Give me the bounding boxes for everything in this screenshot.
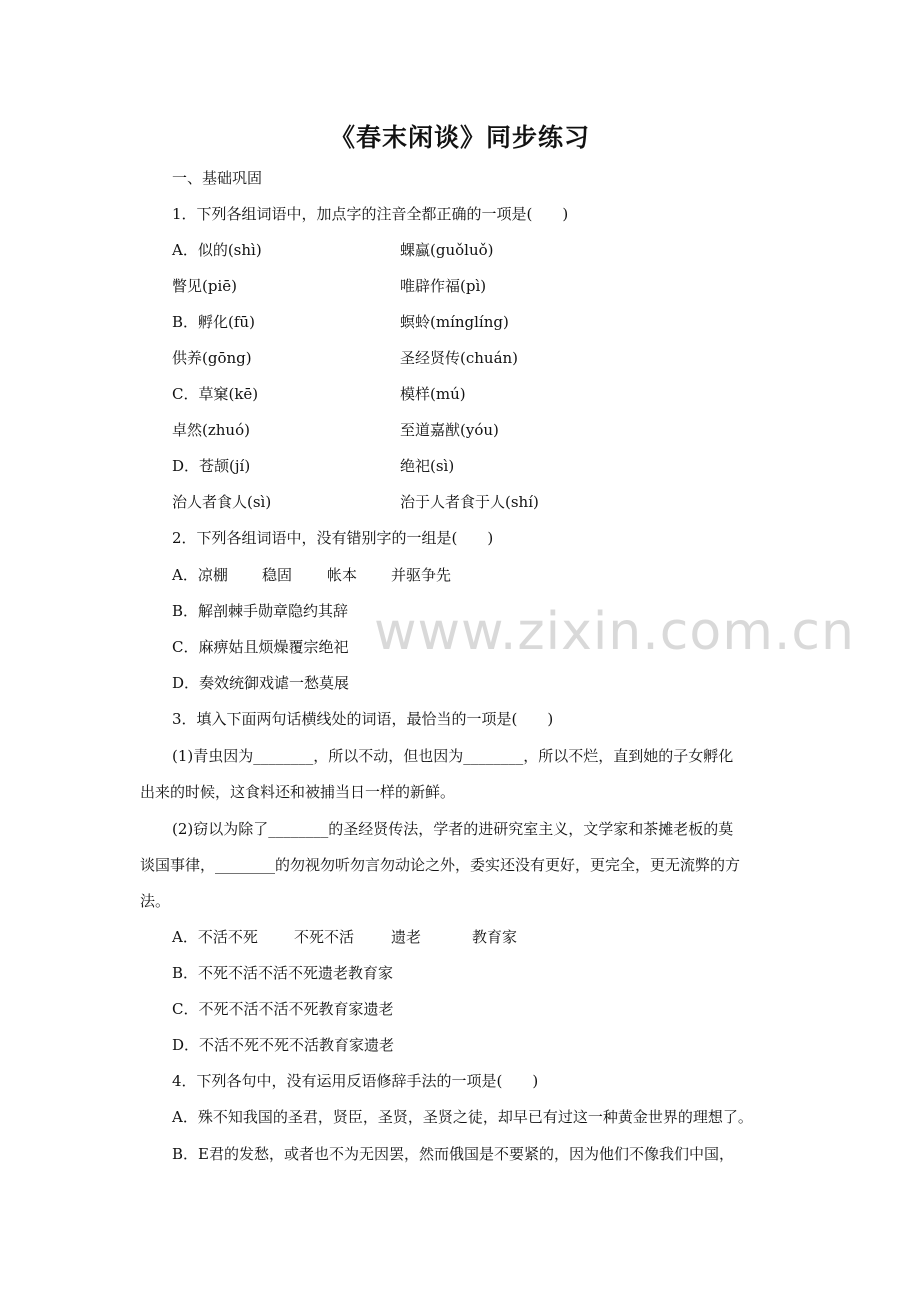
question-3-stem: 3．填入下面两句话横线处的词语，最恰当的一项是( ): [172, 710, 554, 728]
q2-option-b: B．解剖棘手勋章隐约其辞: [172, 602, 349, 620]
q2-option-c: C．麻痹姑且烦燥覆宗绝祀: [172, 638, 349, 656]
q3-option-a: [172, 927, 517, 947]
page-title: 《春末闲谈》同步练习: [329, 123, 590, 152]
q3-a-word-2: 不死不活: [294, 928, 355, 946]
question-1-stem: 1．下列各组词语中，加点字的注音全都正确的一项是( ): [172, 205, 569, 223]
q4-option-b: B．E君的发愁，或者也不为无因罢，然而俄国是不要紧的，因为他们不像我们中国，: [172, 1145, 734, 1163]
q2-a-word-3: 帐本: [327, 566, 358, 584]
watermark: www.zixin.com.cn: [374, 602, 855, 662]
q1-row-6-right: 至道嘉猷(yóu): [400, 421, 499, 439]
q2-a-word-4: 并驱争先: [391, 566, 452, 584]
q3-sentence-2-line-3: 法。: [140, 892, 171, 910]
q3-sentence-2-line-1: (2)窃以为除了________的圣经贤传法，学者的进研究室主义，文学家和茶摊老板的莫: [172, 820, 734, 838]
q2-a-word-2: 稳固: [262, 566, 293, 584]
question-2-stem: 2．下列各组词语中，没有错别字的一组是( ): [172, 529, 494, 547]
question-4-stem: 4．下列各句中，没有运用反语修辞手法的一项是( ): [172, 1072, 539, 1090]
q3-a-word-3: 遗老: [391, 928, 422, 946]
q1-row-4-left: 供养(gōng): [172, 349, 252, 367]
q3-sentence-1-line-2: 出来的时候，这食料还和被捕当日一样的新鲜。: [140, 783, 456, 801]
q3-option-d: D．不活不死不死不活教育家遗老: [172, 1036, 395, 1054]
q1-row-1-left: A．似的(shì): [172, 241, 262, 259]
q4-option-a: A．殊不知我国的圣君，贤臣，圣贤，圣贤之徒，却早已有过这一种黄金世界的理想了。: [172, 1108, 753, 1126]
q3-a-word-1: A．不活不死: [172, 928, 258, 946]
q1-row-4-right: 圣经贤传(chuán): [400, 349, 519, 367]
section-heading: 一、基础巩固: [172, 169, 263, 187]
q3-sentence-2-line-2: 谈国事律，________的勿视勿听勿言勿动论之外，委实还没有更好，更完全，更无流弊的方: [140, 856, 741, 874]
q3-option-c: C．不死不活不活不死教育家遗老: [172, 1000, 394, 1018]
q1-row-6-left: 卓然(zhuó): [172, 421, 250, 439]
q2-option-a: [172, 565, 451, 585]
q1-row-1-right: 蜾蠃(guǒluǒ): [400, 241, 494, 259]
q1-row-7-left: D．苍颉(jí): [172, 457, 251, 475]
q3-option-b: B．不死不活不活不死遗老教育家: [172, 964, 394, 982]
q1-row-5-left: C．草窠(kē): [172, 385, 259, 403]
q1-row-3-left: B．孵化(fū): [172, 313, 255, 331]
q1-row-2-left: 瞥见(piē): [172, 277, 237, 295]
q1-row-5-right: 模样(mú): [400, 385, 466, 403]
q1-row-2-right: 唯辟作福(pì): [400, 277, 487, 295]
q2-a-word-1: A．凉棚: [172, 566, 228, 584]
q1-row-8-right: 治于人者食于人(shí): [400, 493, 539, 511]
q2-option-d: D．奏效统御戏谑一愁莫展: [172, 674, 350, 692]
q1-row-7-right: 绝祀(sì): [400, 457, 455, 475]
q1-row-3-right: 螟蛉(mínglíng): [400, 313, 509, 331]
q1-row-8-left: 治人者食人(sì): [172, 493, 272, 511]
q3-sentence-1-line-1: (1)青虫因为________，所以不动，但也因为________，所以不烂，直到她的子女孵化: [172, 747, 734, 765]
q3-a-word-4: 教育家: [472, 928, 518, 946]
